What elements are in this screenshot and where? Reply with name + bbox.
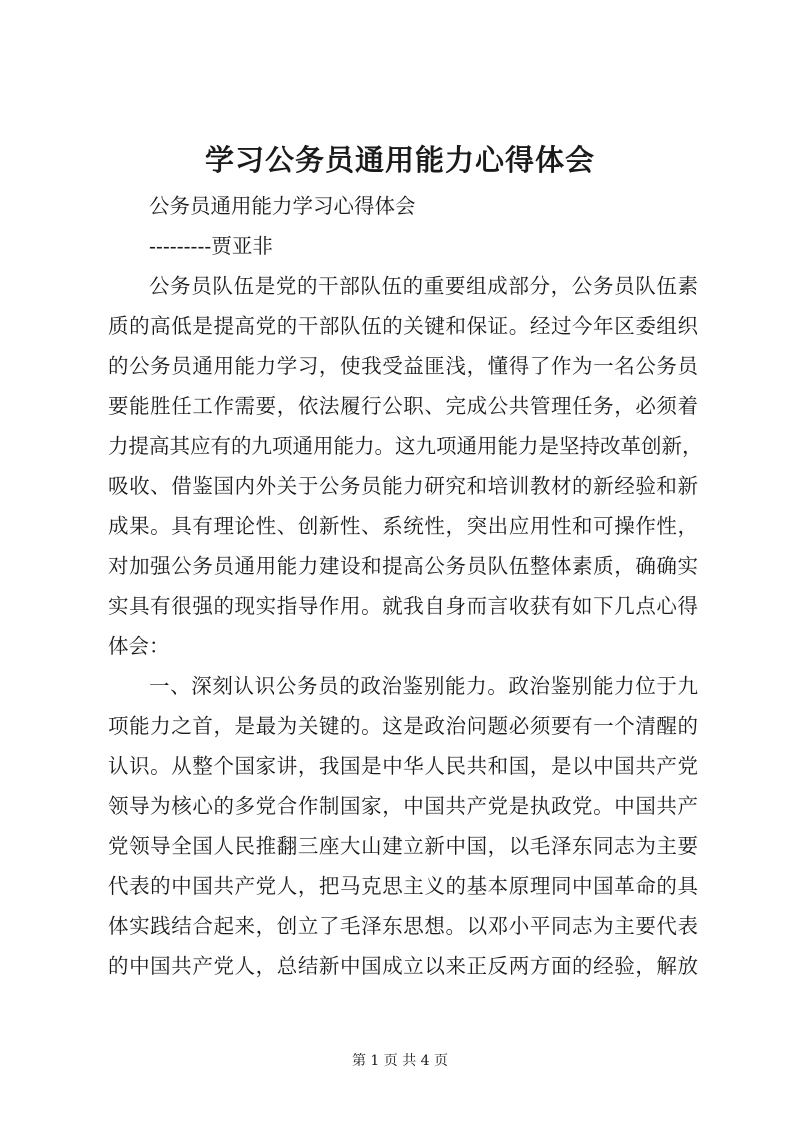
text-line: 党领导全国人民推翻三座大山建立新中国，以毛泽东同志为主要 bbox=[108, 834, 698, 858]
text-line: 代表的中国共产党人，把马克思主义的基本原理同中国革命的具 bbox=[108, 874, 698, 898]
text-line: 实具有很强的现实指导作用。就我自身而言收获有如下几点心得 bbox=[108, 594, 698, 618]
text-line: 项能力之首，是最为关键的。这是政治问题必须要有一个清醒的 bbox=[108, 714, 698, 738]
document-title: 学习公务员通用能力心得体会 bbox=[204, 143, 595, 177]
text-line: 的公务员通用能力学习，使我受益匪浅，懂得了作为一名公务员 bbox=[108, 354, 698, 378]
text-line: 公务员通用能力学习心得体会 bbox=[149, 194, 416, 218]
text-line: ---------贾亚非 bbox=[149, 234, 273, 258]
text-line: 力提高其应有的九项通用能力。这九项通用能力是坚持改革创新， bbox=[108, 434, 703, 458]
text-line: 的中国共产党人，总结新中国成立以来正反两方面的经验，解放 bbox=[108, 954, 698, 978]
text-line: 吸收、借鉴国内外关于公务员能力研究和培训教材的新经验和新 bbox=[108, 474, 698, 498]
text-line: 认识。从整个国家讲，我国是中华人民共和国，是以中国共产党 bbox=[108, 754, 698, 778]
text-line: 体会： bbox=[108, 634, 170, 658]
text-line: 领导为核心的多党合作制国家，中国共产党是执政党。中国共产 bbox=[108, 794, 698, 818]
text-line: 对加强公务员通用能力建设和提高公务员队伍整体素质，确确实 bbox=[108, 554, 698, 578]
text-line: 公务员队伍是党的干部队伍的重要组成部分，公务员队伍素 bbox=[149, 274, 698, 298]
document-body bbox=[108, 186, 703, 986]
text-line: 质的高低是提高党的干部队伍的关键和保证。经过今年区委组织 bbox=[108, 314, 698, 338]
text-line: 体实践结合起来，创立了毛泽东思想。以邓小平同志为主要代表 bbox=[108, 914, 698, 938]
text-line: 成果。具有理论性、创新性、系统性，突出应用性和可操作性， bbox=[108, 514, 698, 538]
page-footer: 第 1 页 共 4 页 bbox=[351, 1053, 449, 1069]
text-line: 要能胜任工作需要，依法履行公职、完成公共管理任务，必须着 bbox=[108, 394, 698, 418]
text-line: 一、深刻认识公务员的政治鉴别能力。政治鉴别能力位于九 bbox=[149, 674, 698, 698]
